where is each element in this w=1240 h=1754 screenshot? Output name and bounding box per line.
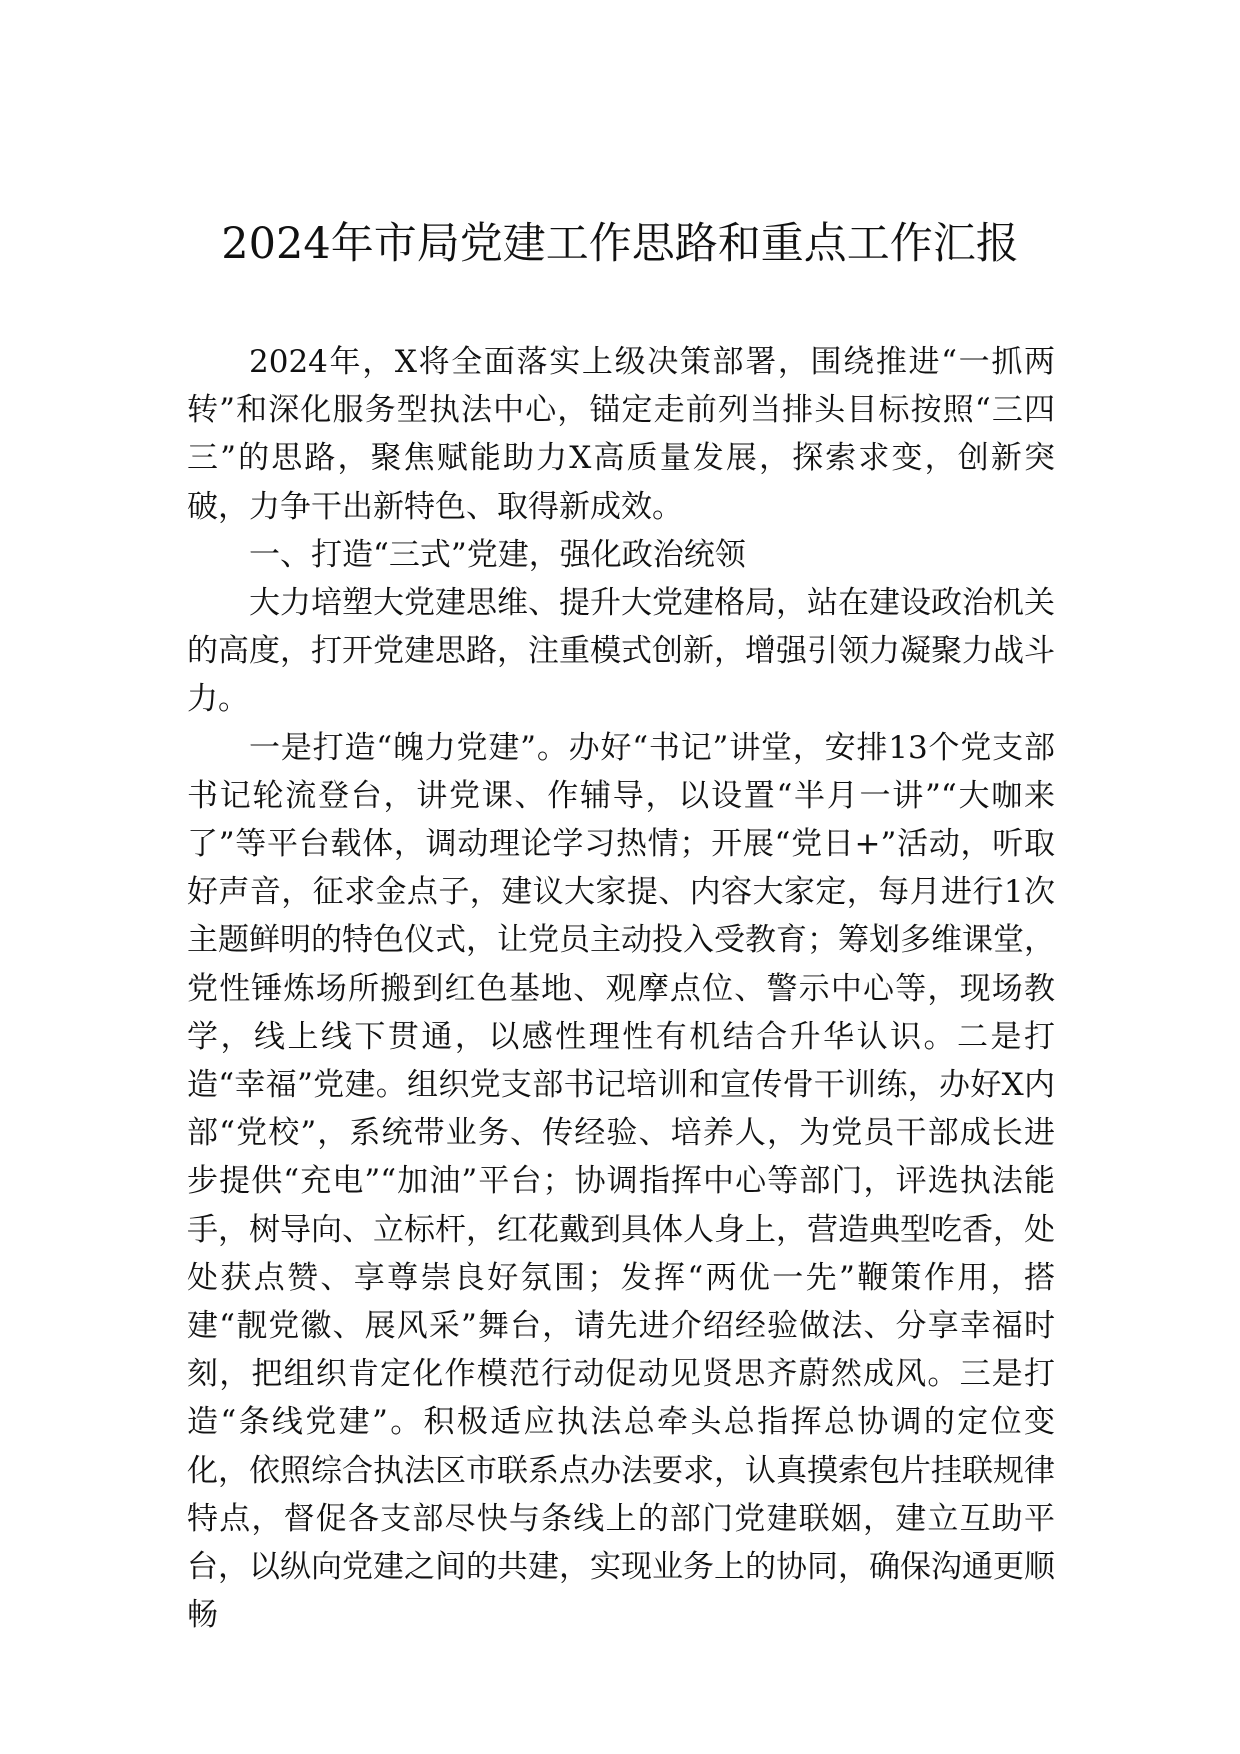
paragraph-intro: 2024年，X将全面落实上级决策部署，围绕推进“一抓两转”和深化服务型执法中心，锚定走前列当排头目标按照“三四三”的思路，聚焦赋能助力X高质量发展，探索求变，创新突破，力争干出新特色、取得新成效。: [187, 344, 1055, 525]
document-body: [187, 338, 1055, 1639]
document-title: 2024年市局党建工作思路和重点工作汇报: [221, 219, 1019, 269]
paragraph-section-1-details: 一是打造“魄力党建”。办好“书记”讲堂，安排13个党支部书记轮流登台，讲党课、作辅导，以设置“半月一讲”“大咖来了”等平台载体，调动理论学习热情；开展“党日+”活动，听取好声音，征求金点子，建议大家提、内容大家定，每月进行1次主题鲜明的特色仪式，让党员主动投入受教育；筹划多维课堂，党性锤炼场所搬到红色基地、观摩点位、警示中心等，现场教学，线上线下贯通，以感性理性有机结合升华认识。二是打造“幸福”党建。组织党支部书记培训和宣传骨干训练，办好X内部“党校”，系统带业务、传经验、培养人，为党员干部成长进步提供“充电”“加油”平台；协调指挥中心等部门，评选执法能手，树导向、立标杆，红花戴到具体人身上，营造典型吃香，处处获点赞、享尊崇良好氛围；发挥“两优一先”鞭策作用，搭建“靓党徽、展风采”舞台，请先进介绍经验做法、分享幸福时刻，把组织肯定化作模范行动促动见贤思齐蔚然成风。三是打造“条线党建”。积极适应执法总牵头总指挥总协调的定位变化，依照综合执法区市联系点办法要求，认真摸索包片挂联规律特点，督促各支部尽快与条线上的部门党建联姻，建立互助平台，以纵向党建之间的共建，实现业务上的协同，确保沟通更顺畅: [187, 729, 1055, 1634]
section-heading-1: 一、打造“三式”党建，强化政治统领: [249, 536, 746, 573]
paragraph-section-1-summary: 大力培塑大党建思维、提升大党建格局，站在建设政治机关的高度，打开党建思路，注重模式创新，增强引领力凝聚力战斗力。: [187, 585, 1055, 718]
